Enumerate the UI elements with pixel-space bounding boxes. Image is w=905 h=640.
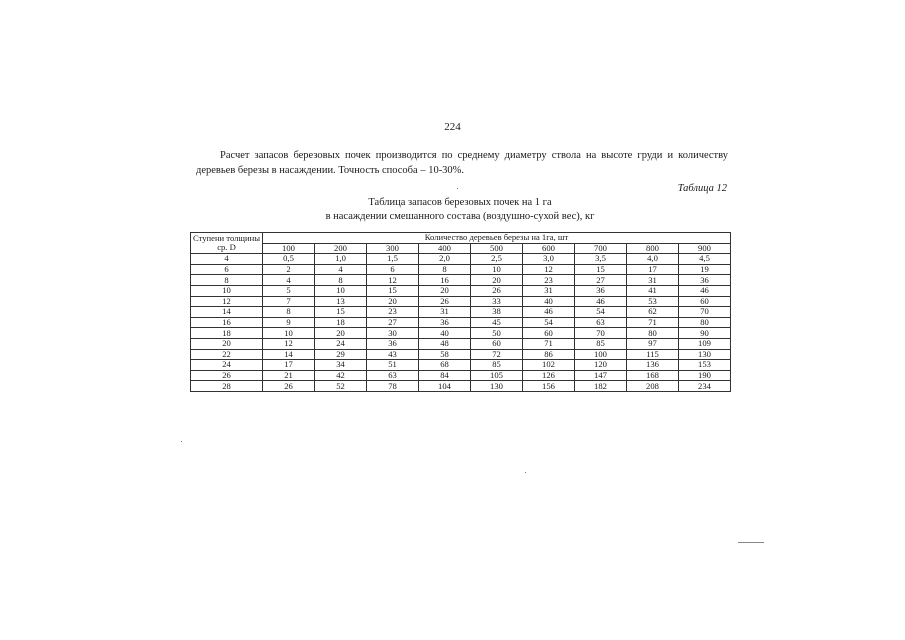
value-cell: 156	[523, 381, 575, 392]
column-header-cell: 600	[523, 243, 575, 254]
column-header-cell: 700	[575, 243, 627, 254]
value-cell: 190	[679, 370, 731, 381]
value-cell: 14	[263, 349, 315, 360]
value-cell: 52	[315, 381, 367, 392]
table-row	[191, 307, 731, 318]
value-cell: 126	[523, 370, 575, 381]
value-cell: 58	[419, 349, 471, 360]
value-cell: 24	[315, 338, 367, 349]
value-cell: 2	[263, 264, 315, 275]
table-label: Таблица 12	[677, 183, 727, 194]
table-row	[191, 349, 731, 360]
value-cell: 9	[263, 317, 315, 328]
value-cell: 36	[419, 317, 471, 328]
table-title	[190, 196, 730, 224]
value-cell: 43	[367, 349, 419, 360]
column-header-cell: 200	[315, 243, 367, 254]
value-cell: 13	[315, 296, 367, 307]
diameter-cell: 16	[191, 317, 263, 328]
value-cell: 26	[419, 296, 471, 307]
table-column-header-row	[191, 243, 731, 254]
value-cell: 15	[575, 264, 627, 275]
table-row	[191, 296, 731, 307]
value-cell: 85	[575, 338, 627, 349]
value-cell: 71	[523, 338, 575, 349]
value-cell: 45	[471, 317, 523, 328]
value-cell: 41	[627, 285, 679, 296]
value-cell: 153	[679, 360, 731, 371]
row-header-cell: Ступени толщины ср. D	[191, 233, 263, 254]
value-cell: 54	[523, 317, 575, 328]
value-cell: 8	[419, 264, 471, 275]
table-row	[191, 317, 731, 328]
column-header-cell: 800	[627, 243, 679, 254]
table-row	[191, 285, 731, 296]
value-cell: 3,5	[575, 254, 627, 265]
value-cell: 54	[575, 307, 627, 318]
value-cell: 208	[627, 381, 679, 392]
value-cell: 68	[419, 360, 471, 371]
page-number: 224	[444, 121, 461, 133]
data-table	[190, 232, 731, 392]
scan-mark	[181, 441, 182, 442]
value-cell: 102	[523, 360, 575, 371]
value-cell: 10	[263, 328, 315, 339]
diameter-cell: 4	[191, 254, 263, 265]
table-body	[191, 254, 731, 392]
value-cell: 36	[575, 285, 627, 296]
value-cell: 15	[367, 285, 419, 296]
value-cell: 23	[367, 307, 419, 318]
value-cell: 8	[315, 275, 367, 286]
value-cell: 40	[523, 296, 575, 307]
value-cell: 168	[627, 370, 679, 381]
value-cell: 38	[471, 307, 523, 318]
table-group-header-row	[191, 233, 731, 244]
table-row	[191, 360, 731, 371]
value-cell: 60	[471, 338, 523, 349]
table-row	[191, 264, 731, 275]
value-cell: 7	[263, 296, 315, 307]
table-row	[191, 328, 731, 339]
diameter-cell: 8	[191, 275, 263, 286]
diameter-cell: 28	[191, 381, 263, 392]
table-row	[191, 381, 731, 392]
value-cell: 136	[627, 360, 679, 371]
value-cell: 53	[627, 296, 679, 307]
value-cell: 4,5	[679, 254, 731, 265]
value-cell: 90	[679, 328, 731, 339]
value-cell: 29	[315, 349, 367, 360]
value-cell: 42	[315, 370, 367, 381]
column-header-cell: 300	[367, 243, 419, 254]
value-cell: 17	[263, 360, 315, 371]
value-cell: 104	[419, 381, 471, 392]
value-cell: 120	[575, 360, 627, 371]
diameter-cell: 22	[191, 349, 263, 360]
value-cell: 48	[419, 338, 471, 349]
diameter-cell: 14	[191, 307, 263, 318]
value-cell: 31	[627, 275, 679, 286]
value-cell: 8	[263, 307, 315, 318]
value-cell: 18	[315, 317, 367, 328]
diameter-cell: 10	[191, 285, 263, 296]
table-title-line-1: Таблица запасов березовых почек на 1 га	[368, 197, 552, 208]
value-cell: 19	[679, 264, 731, 275]
value-cell: 12	[263, 338, 315, 349]
value-cell: 62	[627, 307, 679, 318]
diameter-cell: 20	[191, 338, 263, 349]
value-cell: 40	[419, 328, 471, 339]
value-cell: 26	[263, 381, 315, 392]
value-cell: 33	[471, 296, 523, 307]
value-cell: 4	[263, 275, 315, 286]
diameter-cell: 6	[191, 264, 263, 275]
value-cell: 86	[523, 349, 575, 360]
value-cell: 16	[419, 275, 471, 286]
diameter-cell: 24	[191, 360, 263, 371]
scan-mark	[457, 188, 458, 189]
value-cell: 63	[575, 317, 627, 328]
value-cell: 20	[315, 328, 367, 339]
value-cell: 105	[471, 370, 523, 381]
column-header-cell: 400	[419, 243, 471, 254]
value-cell: 46	[575, 296, 627, 307]
value-cell: 97	[627, 338, 679, 349]
value-cell: 71	[627, 317, 679, 328]
value-cell: 26	[471, 285, 523, 296]
value-cell: 84	[419, 370, 471, 381]
table-row	[191, 254, 731, 265]
column-header-cell: 100	[263, 243, 315, 254]
value-cell: 30	[367, 328, 419, 339]
value-cell: 34	[315, 360, 367, 371]
value-cell: 12	[367, 275, 419, 286]
value-cell: 17	[627, 264, 679, 275]
value-cell: 70	[679, 307, 731, 318]
value-cell: 51	[367, 360, 419, 371]
value-cell: 36	[679, 275, 731, 286]
value-cell: 4	[315, 264, 367, 275]
value-cell: 50	[471, 328, 523, 339]
value-cell: 85	[471, 360, 523, 371]
value-cell: 20	[367, 296, 419, 307]
value-cell: 1,0	[315, 254, 367, 265]
value-cell: 182	[575, 381, 627, 392]
value-cell: 20	[419, 285, 471, 296]
value-cell: 5	[263, 285, 315, 296]
value-cell: 100	[575, 349, 627, 360]
value-cell: 72	[471, 349, 523, 360]
value-cell: 20	[471, 275, 523, 286]
group-header-cell: Количество деревьев березы на 1га, шт	[263, 233, 731, 244]
value-cell: 6	[367, 264, 419, 275]
table-title-line-2: в насаждении смешанного состава (воздушно-сухой вес), кг	[325, 211, 595, 222]
value-cell: 46	[679, 285, 731, 296]
value-cell: 3,0	[523, 254, 575, 265]
table-row	[191, 275, 731, 286]
value-cell: 130	[471, 381, 523, 392]
value-cell: 1,5	[367, 254, 419, 265]
column-header-cell: 900	[679, 243, 731, 254]
value-cell: 15	[315, 307, 367, 318]
value-cell: 80	[679, 317, 731, 328]
value-cell: 63	[367, 370, 419, 381]
value-cell: 31	[419, 307, 471, 318]
value-cell: 4,0	[627, 254, 679, 265]
value-cell: 130	[679, 349, 731, 360]
value-cell: 31	[523, 285, 575, 296]
value-cell: 36	[367, 338, 419, 349]
value-cell: 147	[575, 370, 627, 381]
value-cell: 27	[367, 317, 419, 328]
value-cell: 60	[679, 296, 731, 307]
body-paragraph: Расчет запасов березовых почек производится по среднему диаметру ствола на высоте груди и количеству деревьев березы в насаждении. Точность способа – 10-30%.	[196, 150, 728, 176]
diameter-cell: 18	[191, 328, 263, 339]
value-cell: 109	[679, 338, 731, 349]
diameter-cell: 12	[191, 296, 263, 307]
value-cell: 70	[575, 328, 627, 339]
value-cell: 78	[367, 381, 419, 392]
table-row	[191, 370, 731, 381]
scan-dash-mark	[738, 542, 764, 543]
value-cell: 46	[523, 307, 575, 318]
value-cell: 21	[263, 370, 315, 381]
value-cell: 0,5	[263, 254, 315, 265]
value-cell: 10	[471, 264, 523, 275]
value-cell: 115	[627, 349, 679, 360]
table-row	[191, 338, 731, 349]
value-cell: 27	[575, 275, 627, 286]
value-cell: 12	[523, 264, 575, 275]
column-header-cell: 500	[471, 243, 523, 254]
value-cell: 2,0	[419, 254, 471, 265]
diameter-cell: 26	[191, 370, 263, 381]
value-cell: 60	[523, 328, 575, 339]
value-cell: 234	[679, 381, 731, 392]
value-cell: 2,5	[471, 254, 523, 265]
value-cell: 10	[315, 285, 367, 296]
scan-mark	[525, 472, 526, 473]
value-cell: 23	[523, 275, 575, 286]
value-cell: 80	[627, 328, 679, 339]
